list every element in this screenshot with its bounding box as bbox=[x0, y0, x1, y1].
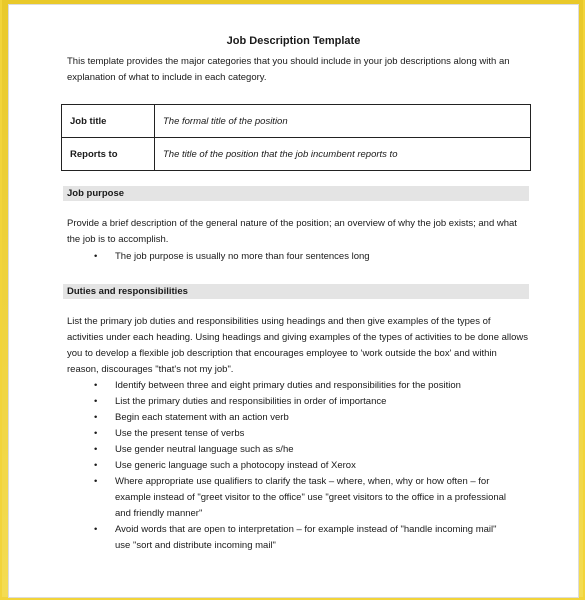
duties-list bbox=[94, 378, 514, 554]
job-purpose-heading: Job purpose bbox=[63, 186, 529, 201]
list-item: • The job purpose is usually no more than four sentences long bbox=[94, 249, 514, 265]
document-page bbox=[8, 4, 579, 598]
table-row bbox=[62, 105, 531, 138]
job-title-label: Job title bbox=[62, 105, 155, 138]
list-item: • Where appropriate use qualifiers to clarify the task – where, when, why or how often – for example instead of "greet visitor to the office" use "greet visitors to the office in a professional and friendly manner" bbox=[94, 474, 514, 522]
reports-to-value: The title of the position that the job incumbent reports to bbox=[155, 138, 531, 171]
list-item: • List the primary duties and responsibilities in order of importance bbox=[94, 394, 514, 410]
job-purpose-list bbox=[94, 249, 514, 265]
document-title: Job Description Template bbox=[226, 35, 361, 47]
intro-paragraph: This template provides the major categories that you should include in your job descriptions along with an explanation of what to include in each category. bbox=[67, 56, 510, 83]
list-item: • Use generic language such a photocopy instead of Xerox bbox=[94, 458, 514, 474]
list-item: • Use gender neutral language such as s/he bbox=[94, 442, 514, 458]
reports-to-label: Reports to bbox=[62, 138, 155, 171]
document-frame bbox=[2, 0, 583, 597]
job-purpose-paragraph: Provide a brief description of the general nature of the position; an overview of why the job exists; and what the job is to accomplish. bbox=[67, 218, 517, 245]
list-item: • Begin each statement with an action verb bbox=[94, 410, 514, 426]
duties-heading: Duties and responsibilities bbox=[63, 284, 529, 299]
list-item: • Identify between three and eight primary duties and responsibilities for the position bbox=[94, 378, 514, 394]
duties-paragraph: List the primary job duties and responsibilities using headings and then give examples of the types of activities under each heading. Using headings and giving examples of the types of activities to be done allows you to develop a flexible job description that encourages employee to 'work outside the box' and within reason, discourages "that's not my job". bbox=[67, 316, 529, 375]
list-item: • Avoid words that are open to interpretation – for example instead of "handle incoming mail" use "sort and distribute incoming mail" bbox=[94, 522, 514, 554]
table-row bbox=[62, 138, 531, 171]
job-title-value: The formal title of the position bbox=[155, 105, 531, 138]
job-info-table bbox=[61, 104, 531, 171]
list-item: • Use the present tense of verbs bbox=[94, 426, 514, 442]
